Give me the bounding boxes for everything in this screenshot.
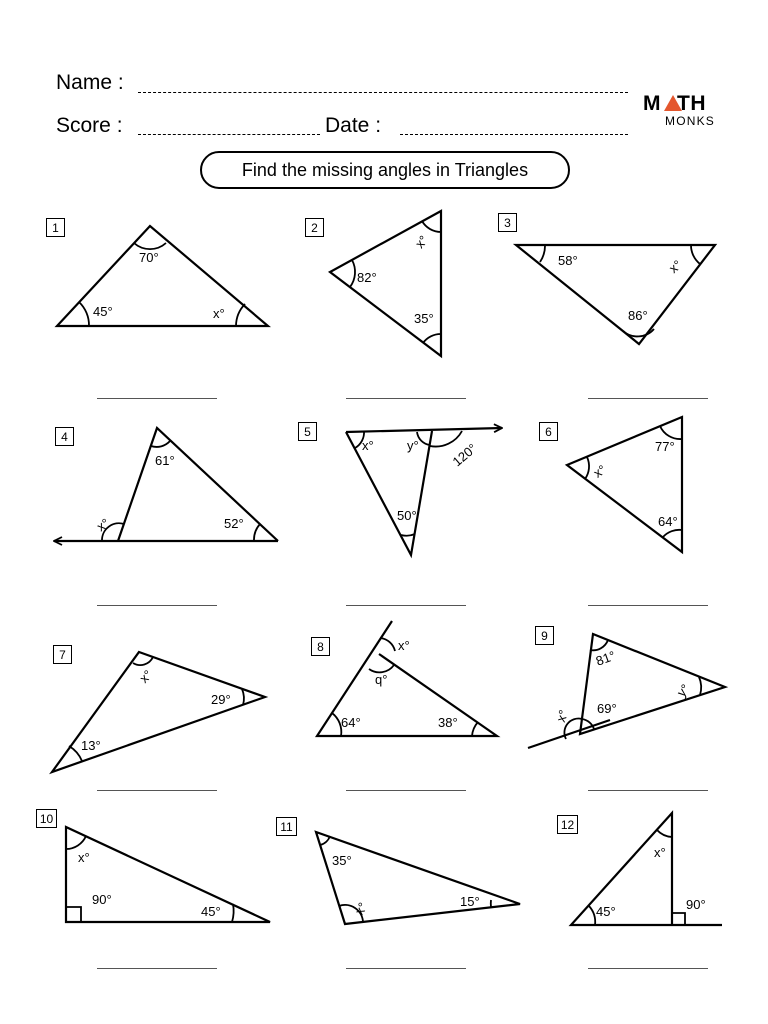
triangle-3: [516, 245, 715, 344]
angle-label: 45°: [596, 904, 616, 919]
angle-label: 64°: [341, 715, 361, 730]
angle-label: q°: [375, 672, 388, 687]
angle-label: x°: [78, 850, 90, 865]
problem-number: 12: [557, 815, 578, 834]
date-label: Date :: [325, 114, 382, 137]
angle-label: x°: [412, 232, 432, 252]
angle-label: 38°: [438, 715, 458, 730]
triangle-5: [346, 428, 502, 555]
angle-label: y°: [407, 438, 419, 453]
angle-label: 81°: [593, 647, 618, 669]
triangle-1: [57, 226, 268, 326]
angle-label: 86°: [628, 308, 648, 323]
angle-label: x°: [654, 845, 666, 860]
angle-label: 64°: [658, 514, 678, 529]
problem-number: 1: [46, 218, 65, 237]
angle-label: x°: [666, 257, 685, 277]
angle-label: 45°: [201, 904, 221, 919]
angle-label: x°: [362, 438, 374, 453]
name-label: Name :: [56, 71, 124, 94]
angle-label: 90°: [92, 892, 112, 907]
angle-label: 29°: [211, 692, 231, 707]
triangle-6: [567, 417, 682, 552]
angle-label: x°: [590, 461, 609, 481]
problem-number: 5: [298, 422, 317, 441]
triangle-9: [528, 634, 725, 748]
angle-label: y°: [673, 681, 693, 700]
angle-label: 120°: [449, 440, 480, 470]
angle-label: 15°: [460, 894, 480, 909]
problem-number: 7: [53, 645, 72, 664]
angle-label: x°: [398, 638, 410, 653]
angle-label: 50°: [397, 508, 417, 523]
triangle-2: [330, 211, 441, 356]
logo-monks-text: MONKS: [665, 114, 716, 128]
angle-label: x°: [553, 707, 572, 724]
worksheet-title: Find the missing angles in Triangles: [200, 151, 570, 189]
triangle-11: [316, 832, 520, 924]
logo-math-text: M TH: [643, 92, 706, 115]
angle-label: 82°: [357, 270, 377, 285]
angle-label: 45°: [93, 304, 113, 319]
problem-number: 8: [311, 637, 330, 656]
angle-label: 35°: [332, 853, 352, 868]
angle-label: x°: [93, 515, 113, 535]
triangle-10: [66, 827, 270, 922]
triangle-8: [317, 621, 497, 736]
angle-label: 77°: [655, 439, 675, 454]
angle-label: 35°: [414, 311, 434, 326]
problem-number: 11: [276, 817, 297, 836]
triangle-4: [54, 428, 278, 541]
score-label: Score :: [56, 114, 123, 137]
problem-number: 3: [498, 213, 517, 232]
angle-label: 69°: [597, 701, 617, 716]
problem-number: 10: [36, 809, 57, 828]
angle-label: 52°: [224, 516, 244, 531]
problem-number: 4: [55, 427, 74, 446]
problem-number: 6: [539, 422, 558, 441]
triangle-12: [571, 813, 722, 925]
angle-label: x°: [136, 667, 156, 686]
angle-label: x°: [213, 306, 225, 321]
angle-label: 13°: [81, 738, 101, 753]
problem-number: 2: [305, 218, 324, 237]
angle-label: 70°: [139, 250, 159, 265]
triangle-7: [52, 652, 265, 772]
problem-number: 9: [535, 626, 554, 645]
angle-label: 90°: [686, 897, 706, 912]
angle-label: 58°: [558, 253, 578, 268]
angle-label: x°: [351, 899, 371, 918]
angle-label: 61°: [155, 453, 175, 468]
